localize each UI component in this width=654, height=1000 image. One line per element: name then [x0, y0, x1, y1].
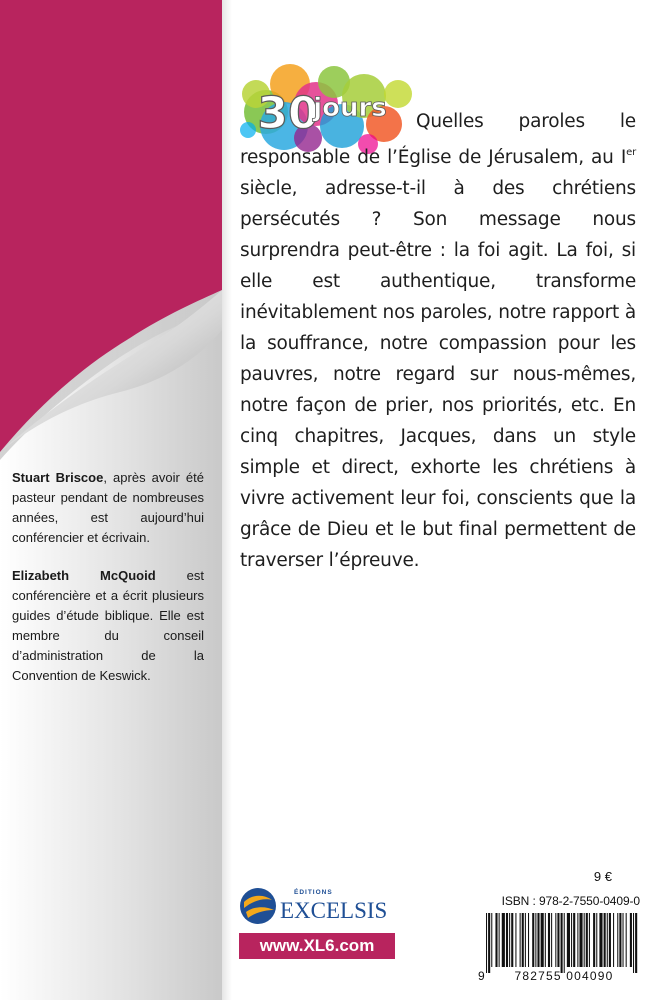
barcode-bar: [561, 913, 563, 973]
author-name: Elizabeth McQuoid: [12, 568, 156, 583]
barcode-bar: [571, 913, 572, 967]
barcode-bar: [545, 913, 546, 967]
author-bio-2: [12, 566, 204, 686]
barcode-bar: [567, 913, 570, 967]
barcode-bar: [573, 913, 575, 967]
barcode-bar: [506, 913, 508, 967]
barcode-digits: 782755 004090: [514, 969, 614, 983]
barcode-bar: [537, 913, 539, 967]
barcode-bar: [626, 913, 627, 967]
author-bio-text: , après avoir été pasteur pendant de nombreuses années, est aujourd’hui conférencier et écrivain.: [12, 470, 204, 545]
barcode-bar: [596, 913, 597, 967]
isbn: ISBN : 978-2-7550-0409-0: [501, 894, 640, 908]
barcode-bar: [528, 913, 529, 967]
barcode-bar: [593, 913, 595, 967]
author-bio-text: est conférencière et a écrit plusieurs guides d’étude biblique. Elle est membre du conseil d’administration de la Convention de Keswick.: [12, 568, 204, 683]
barcode-bar: [532, 913, 534, 967]
barcode-bar: [577, 913, 578, 967]
barcode-bar: [617, 913, 618, 967]
barcode-bar: [609, 913, 611, 967]
barcode-bar: [486, 913, 487, 973]
barcode-bar: [555, 913, 556, 967]
barcode-bar: [511, 913, 513, 967]
barcode-bar: [619, 913, 621, 967]
barcode-bar: [502, 913, 505, 967]
barcode-bar: [607, 913, 608, 967]
spine-shadow: [222, 0, 232, 1000]
barcode-bar: [520, 913, 521, 967]
barcode-bar: [541, 913, 544, 967]
series-logo-word: jours: [313, 93, 387, 123]
author-bio-1: [12, 468, 204, 548]
series-logo-number: 30: [257, 88, 319, 139]
barcode-bar: [557, 913, 559, 967]
barcode-bar: [499, 913, 500, 967]
magenta-page-curl: [0, 0, 222, 460]
barcode-bar: [599, 913, 602, 967]
price: 9 €: [593, 869, 612, 884]
barcode-bar: [495, 913, 497, 967]
barcode-bar: [525, 913, 526, 967]
barcode-bar: [589, 913, 590, 967]
publisher-name: EXCELSIS: [280, 898, 388, 923]
barcode-bar: [604, 913, 606, 967]
barcode-bar: [522, 913, 524, 967]
logo-spacer: [240, 106, 416, 137]
barcode-bar: [584, 913, 585, 967]
barcode-first-digit: 9: [478, 969, 485, 983]
description-part-2: siècle, adresse-t-il à des chrétiens persécutés ? Son message nous surprendra peut-être : la foi agit. La foi, si elle est authentique, transforme inévitablement nos paroles, notre rapport à la souffrance, notre compassion pour les pauvres, notre regard sur nous-mêmes, notre façon de prier, nos priorités, etc. En cinq chapitres, Jacques, dans un style simple et direct, exhorte les chrétiens à vivre activement leur foi, conscients que la grâce de Dieu et le but final permettent de traverser l’épreuve.: [240, 178, 636, 571]
barcode-bar: [586, 913, 588, 967]
barcode-bar: [623, 913, 624, 967]
publisher-editions-label: ÉDITIONS: [294, 889, 333, 896]
barcode-bar: [488, 913, 490, 973]
barcode-bar: [564, 913, 565, 973]
barcode-bar: [551, 913, 552, 967]
barcode-bar: [509, 913, 510, 967]
description-part-1: Quelles paroles le responsable de l’Église de Jérusalem, au I: [240, 111, 636, 168]
barcode-bar: [491, 913, 492, 967]
barcode-bar: [613, 913, 614, 967]
publisher-logo: [238, 880, 398, 928]
book-description: [240, 106, 636, 576]
barcode-bar: [515, 913, 516, 967]
barcode-bar: [579, 913, 582, 967]
barcode-bar: [630, 913, 632, 967]
description-superscript: er: [626, 147, 636, 158]
author-name: Stuart Briscoe: [12, 470, 104, 485]
author-bios: [12, 468, 204, 704]
barcode-bar: [633, 913, 634, 973]
barcode-bar: [635, 913, 637, 973]
barcode-bar: [535, 913, 536, 967]
barcode-bar: [548, 913, 550, 967]
barcode-bars: [484, 913, 638, 973]
publisher-website: www.XL6.com: [239, 933, 395, 959]
